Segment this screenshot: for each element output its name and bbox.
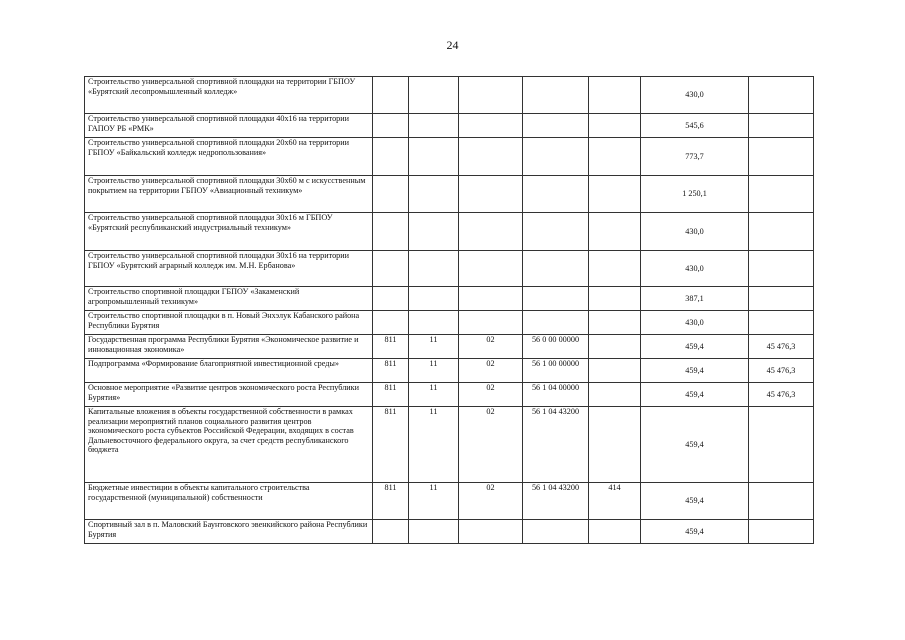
table-body [85, 77, 814, 544]
row-section-code [409, 114, 459, 138]
row-section-code [409, 213, 459, 251]
table-row [85, 114, 814, 138]
row-amount-2: 45 476,3 [749, 359, 814, 383]
row-subsection-code: 02 [459, 359, 523, 383]
row-expense-type [589, 311, 641, 335]
row-amount-2 [749, 138, 814, 176]
row-section-code [409, 176, 459, 213]
row-section-code: 11 [409, 359, 459, 383]
row-amount-2: 45 476,3 [749, 383, 814, 407]
row-expense-type [589, 287, 641, 311]
row-amount-2 [749, 407, 814, 483]
page-number: 24 [446, 38, 459, 52]
row-target-code: 56 0 00 00000 [523, 335, 589, 359]
row-expense-type [589, 77, 641, 114]
row-target-code [523, 251, 589, 287]
row-subsection-code [459, 114, 523, 138]
table-row [85, 138, 814, 176]
row-amount-1: 459,4 [641, 407, 749, 483]
row-admin-code [373, 213, 409, 251]
row-name: Государственная программа Республики Бурятия «Экономическое развитие и инновационная экономика» [85, 335, 373, 359]
row-target-code [523, 311, 589, 335]
row-expense-type [589, 383, 641, 407]
row-section-code [409, 138, 459, 176]
row-target-code [523, 77, 589, 114]
table-row [85, 251, 814, 287]
row-target-code [523, 138, 589, 176]
row-amount-1: 459,4 [641, 483, 749, 520]
row-admin-code [373, 114, 409, 138]
row-amount-2 [749, 520, 814, 544]
row-section-code: 11 [409, 483, 459, 520]
row-admin-code [373, 287, 409, 311]
row-target-code [523, 287, 589, 311]
table-row [85, 483, 814, 520]
row-name: Бюджетные инвестиции в объекты капитального строительства государственной (муниципальной) собственности [85, 483, 373, 520]
row-admin-code [373, 138, 409, 176]
table-row [85, 311, 814, 335]
row-amount-1: 773,7 [641, 138, 749, 176]
row-amount-2 [749, 176, 814, 213]
row-admin-code [373, 77, 409, 114]
row-amount-1: 430,0 [641, 251, 749, 287]
row-expense-type [589, 251, 641, 287]
row-name: Строительство универсальной спортивной площадки 40х16 на территории ГАПОУ РБ «РМК» [85, 114, 373, 138]
row-name: Строительство спортивной площадки ГБПОУ «Закаменский агропромышленный техникум» [85, 287, 373, 311]
row-section-code [409, 251, 459, 287]
row-section-code [409, 311, 459, 335]
table-row [85, 407, 814, 483]
row-expense-type [589, 213, 641, 251]
row-admin-code: 811 [373, 335, 409, 359]
row-target-code [523, 176, 589, 213]
row-expense-type [589, 520, 641, 544]
row-admin-code [373, 311, 409, 335]
row-amount-1: 459,4 [641, 335, 749, 359]
row-admin-code: 811 [373, 483, 409, 520]
row-target-code: 56 1 04 00000 [523, 383, 589, 407]
row-name: Спортивный зал в п. Маловский Баунтовского эвенкийского района Республики Бурятия [85, 520, 373, 544]
row-admin-code: 811 [373, 359, 409, 383]
row-subsection-code: 02 [459, 383, 523, 407]
row-target-code [523, 520, 589, 544]
row-amount-2 [749, 213, 814, 251]
row-subsection-code: 02 [459, 483, 523, 520]
row-subsection-code [459, 176, 523, 213]
row-admin-code [373, 520, 409, 544]
row-target-code [523, 213, 589, 251]
row-subsection-code [459, 287, 523, 311]
row-subsection-code [459, 520, 523, 544]
row-amount-2 [749, 287, 814, 311]
row-amount-2 [749, 483, 814, 520]
row-expense-type: 414 [589, 483, 641, 520]
row-subsection-code [459, 251, 523, 287]
row-amount-2 [749, 114, 814, 138]
row-section-code: 11 [409, 383, 459, 407]
row-expense-type [589, 176, 641, 213]
row-section-code [409, 520, 459, 544]
row-name: Основное мероприятие «Развитие центров экономического роста Республики Бурятия» [85, 383, 373, 407]
row-subsection-code: 02 [459, 335, 523, 359]
row-amount-1: 430,0 [641, 311, 749, 335]
row-name: Строительство универсальной спортивной площадки 30х60 м с искусственным покрытием на территории ГБПОУ «Авиационный техникум» [85, 176, 373, 213]
table-row [85, 520, 814, 544]
table-row [85, 383, 814, 407]
row-subsection-code: 02 [459, 407, 523, 483]
row-name: Строительство универсальной спортивной площадки на территории ГБПОУ «Бурятский лесопромышленный колледж» [85, 77, 373, 114]
budget-table [84, 76, 814, 544]
row-name: Строительство спортивной площадки в п. Новый Энхэлук Кабанского района Республики Бурятия [85, 311, 373, 335]
row-admin-code [373, 176, 409, 213]
row-section-code [409, 287, 459, 311]
row-target-code: 56 1 04 43200 [523, 483, 589, 520]
row-expense-type [589, 335, 641, 359]
table-row [85, 287, 814, 311]
row-subsection-code [459, 77, 523, 114]
row-name: Капитальные вложения в объекты государственной собственности в рамках реализации мероприятий планов социального развития центров экономического роста субъектов Российской Федерации, входящих в состав Дальневосточного федерального округа, за счет средств республиканского бюджета [85, 407, 373, 483]
row-admin-code [373, 251, 409, 287]
row-expense-type [589, 138, 641, 176]
table-row [85, 213, 814, 251]
row-name: Строительство универсальной спортивной площадки 30х16 м ГБПОУ «Бурятский республиканский индустриальный техникум» [85, 213, 373, 251]
row-amount-1: 1 250,1 [641, 176, 749, 213]
row-target-code: 56 1 04 43200 [523, 407, 589, 483]
table-row [85, 359, 814, 383]
row-admin-code: 811 [373, 407, 409, 483]
row-name: Строительство универсальной спортивной площадки 30х16 на территории ГБПОУ «Бурятский аграрный колледж им. М.Н. Ербанова» [85, 251, 373, 287]
row-section-code: 11 [409, 335, 459, 359]
row-subsection-code [459, 138, 523, 176]
table-row [85, 335, 814, 359]
row-amount-1: 545,6 [641, 114, 749, 138]
row-amount-2 [749, 77, 814, 114]
row-amount-1: 387,1 [641, 287, 749, 311]
row-expense-type [589, 114, 641, 138]
row-admin-code: 811 [373, 383, 409, 407]
row-amount-2: 45 476,3 [749, 335, 814, 359]
row-amount-1: 459,4 [641, 520, 749, 544]
table-row [85, 176, 814, 213]
row-subsection-code [459, 311, 523, 335]
row-section-code [409, 77, 459, 114]
row-amount-2 [749, 251, 814, 287]
row-amount-1: 459,4 [641, 383, 749, 407]
row-name: Строительство универсальной спортивной площадки 20х60 на территории ГБПОУ «Байкальский колледж недропользования» [85, 138, 373, 176]
row-subsection-code [459, 213, 523, 251]
row-name: Подпрограмма «Формирование благоприятной инвестиционной среды» [85, 359, 373, 383]
row-target-code: 56 1 00 00000 [523, 359, 589, 383]
row-section-code: 11 [409, 407, 459, 483]
row-amount-1: 459,4 [641, 359, 749, 383]
table-row [85, 77, 814, 114]
row-target-code [523, 114, 589, 138]
row-amount-2 [749, 311, 814, 335]
row-amount-1: 430,0 [641, 77, 749, 114]
row-expense-type [589, 359, 641, 383]
row-expense-type [589, 407, 641, 483]
row-amount-1: 430,0 [641, 213, 749, 251]
